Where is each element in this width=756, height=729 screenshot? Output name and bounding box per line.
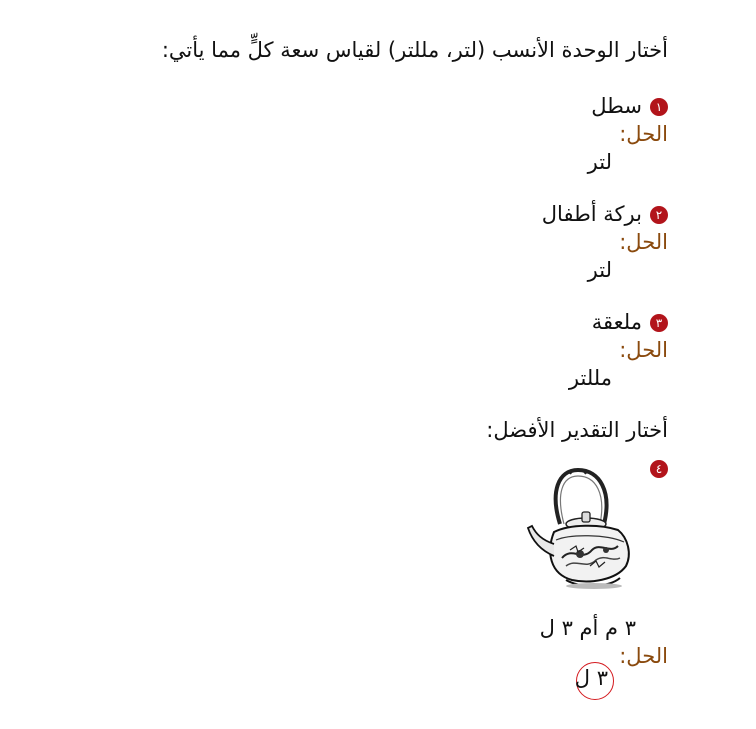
question-1: [591, 94, 668, 118]
section-heading: أختار التقدير الأفضل:: [486, 418, 668, 442]
question-2: [542, 202, 668, 226]
question-3: [592, 310, 668, 334]
solution-label: الحل:: [619, 644, 668, 668]
question-number-badge: ٢: [650, 206, 668, 224]
question-text: بركة أطفال: [541, 202, 642, 226]
answer-text: لتر: [587, 258, 612, 282]
question-number-badge: ٣: [650, 314, 668, 332]
question-text: ملعقة: [591, 310, 642, 334]
answer-text: لتر: [587, 150, 612, 174]
answer-text: مللتر: [568, 366, 612, 390]
question-number-badge: ٤: [650, 460, 668, 478]
teapot-illustration: [520, 462, 638, 594]
answer-text: ٣ ل: [574, 666, 608, 690]
estimate-choices: ٣ م أم ٣ ل: [539, 616, 636, 640]
question-number-badge: ١: [650, 98, 668, 116]
intro-instruction: أختار الوحدة الأنسب (لتر، مللتر) لقياس سعة كلٍّ مما يأتي:: [161, 38, 668, 62]
solution-label: الحل:: [619, 230, 668, 254]
question-4: [650, 458, 668, 478]
solution-label: الحل:: [619, 122, 668, 146]
question-text: سطل: [591, 94, 642, 118]
solution-label: الحل:: [619, 338, 668, 362]
